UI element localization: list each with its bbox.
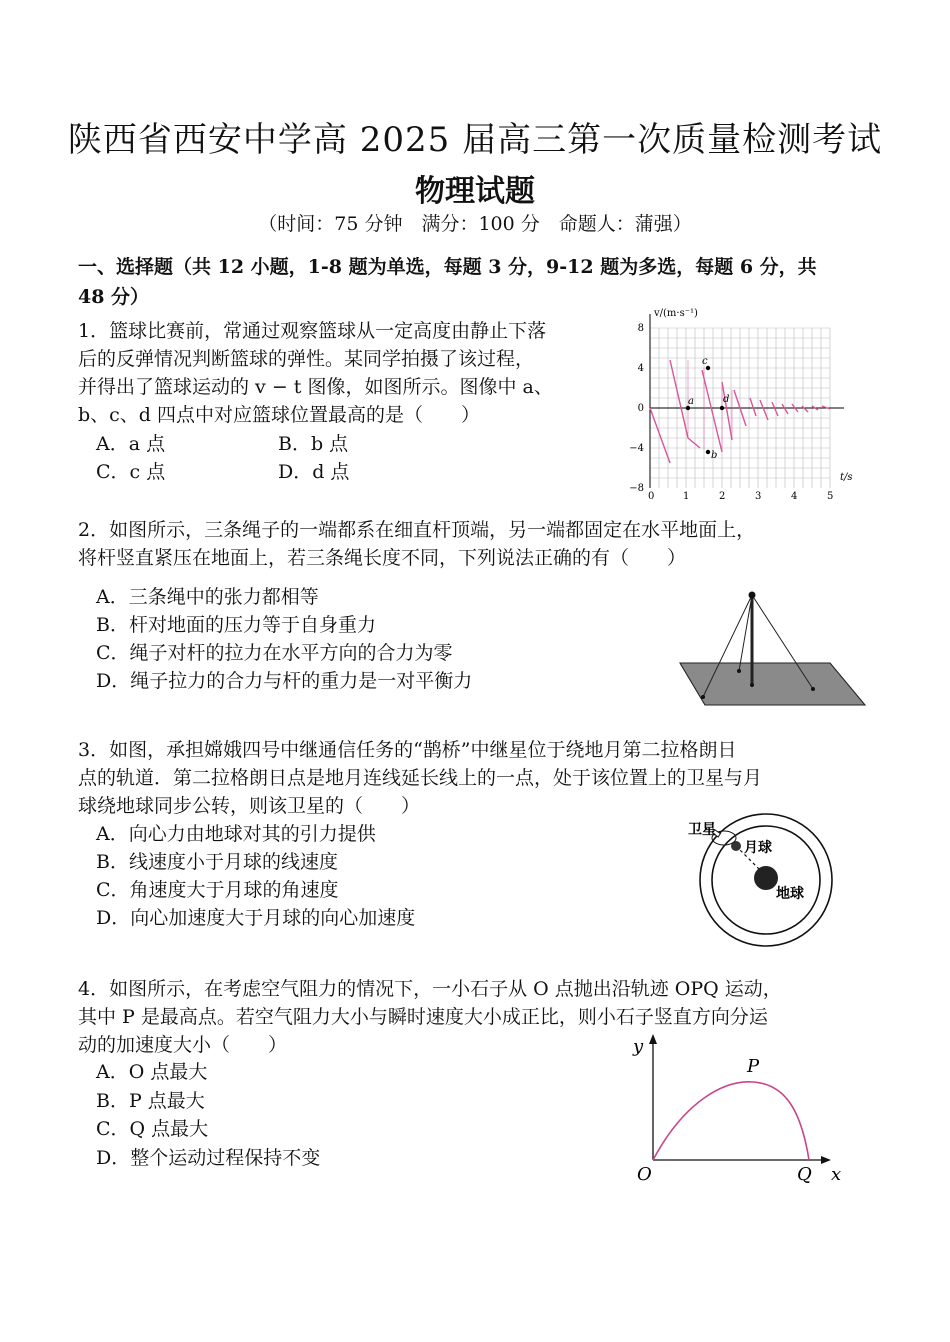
x-axis-label: x [831,1164,842,1185]
q1-line: 后的反弹情况判断篮球的弹性。某同学拍摄了该过程， [78,348,535,370]
label-c: c [702,356,708,367]
exam-title: 陕西省西安中学高 2025 届高三第一次质量检测考试 [67,120,883,160]
q1-option-d[interactable]: D．d 点 [278,461,350,483]
earth-icon [754,866,778,890]
trajectory-figure [625,1030,855,1190]
q1-line: b、c、d 四点中对应篮球位置最高的是（ ） [78,404,481,426]
peak-label: P [747,1056,760,1077]
y-axis-label: y [633,1036,644,1057]
q1-option-b[interactable]: B．b 点 [278,433,349,455]
y-tick: 0 [637,403,644,414]
label-d: d [723,394,730,405]
q4-option-d[interactable]: D．整个运动过程保持不变 [96,1147,321,1169]
q2-line: 2．如图所示，三条绳子的一端都系在细直杆顶端，另一端都固定在水平地面上， [78,519,756,541]
x-tick: 3 [755,491,762,500]
moon-label: 月球 [744,840,772,856]
question-2 [78,516,755,572]
q2-option-d[interactable]: D．绳子拉力的合力与杆的重力是一对平衡力 [96,670,473,692]
orbit-figure [680,810,860,950]
q3-option-b[interactable]: B．线速度小于月球的线速度 [96,851,338,873]
label-b: b [711,450,718,461]
exam-meta: （时间：75 分钟 满分：100 分 命题人：蒲强） [258,213,692,235]
q4-line: 其中 P 是最高点。若空气阻力大小与瞬时速度大小成正比，则小石子竖直方向分运 [78,1006,768,1028]
question-3 [78,736,762,820]
label-a: a [688,396,694,407]
q2-option-b[interactable]: B．杆对地面的压力等于自身重力 [96,614,376,636]
y-tick: −8 [629,483,644,494]
q4-line: 4．如图所示，在考虑空气阻力的情况下，一小石子从 O 点抛出沿轨迹 OPQ 运动， [78,978,782,1000]
q3-line: 球绕地球同步公转，则该卫星的（ ） [78,795,421,817]
q3-line: 点的轨道．第二拉格朗日点是地月连线延长线上的一点，处于该位置上的卫星与月 [78,767,763,789]
q4-option-a[interactable]: A．O 点最大 [96,1061,208,1083]
x-tick: 0 [648,491,655,500]
q1-option-a[interactable]: A．a 点 [96,433,166,455]
satellite-label: 卫星 [688,822,716,838]
q1-line: 并得出了篮球运动的 v − t 图像，如图所示。图像中 a、 [78,376,553,398]
q3-option-c[interactable]: C．角速度大于月球的角速度 [96,879,339,901]
y-tick: 4 [637,363,644,374]
x-tick: 4 [791,491,798,500]
q3-option-d[interactable]: D．向心加速度大于月球的向心加速度 [96,907,416,929]
q4-option-b[interactable]: B．P 点最大 [96,1090,205,1112]
x-tick: 2 [719,491,726,500]
y-tick: 8 [637,323,644,334]
point-d [720,406,724,410]
q3-line: 3．如图，承担嫦娥四号中继通信任务的“鹊桥”中继星位于绕地月第二拉格朗日 [78,739,737,761]
section-heading-line2: 48 分） [78,286,150,308]
q2-option-c[interactable]: C．绳子对杆的拉力在水平方向的合力为零 [96,642,453,664]
point-b [706,450,710,454]
q3-option-a[interactable]: A．向心力由地球对其的引力提供 [96,823,376,845]
q2-line: 将杆竖直紧压在地面上，若三条绳长度不同，下列说法正确的有（ ） [78,547,687,569]
x-tick: 5 [827,491,834,500]
x-tick: 1 [683,491,690,500]
q4-option-c[interactable]: C．Q 点最大 [96,1118,209,1140]
x-axis-label: t/s [840,472,853,483]
q2-option-a[interactable]: A．三条绳中的张力都相等 [96,586,319,608]
pole-ropes-figure [675,585,875,715]
question-1 [78,317,553,429]
q4-line: 动的加速度大小（ ） [78,1034,288,1056]
y-tick: −4 [629,443,644,454]
q1-line: 1．篮球比赛前，常通过观察篮球从一定高度由静止下落 [78,320,547,342]
earth-label: 地球 [776,886,804,902]
exam-subject: 物理试题 [415,174,535,209]
vt-graph [622,300,862,500]
y-axis-label: v/(m·s⁻¹) [654,308,698,319]
landing-label: Q [797,1164,812,1185]
origin-label: O [637,1164,652,1185]
q1-option-c[interactable]: C．c 点 [96,461,166,483]
section-heading-line1: 一、选择题（共 12 小题，1-8 题为单选，每题 3 分，9-12 题为多选，每题 6 分，共 [78,256,817,278]
